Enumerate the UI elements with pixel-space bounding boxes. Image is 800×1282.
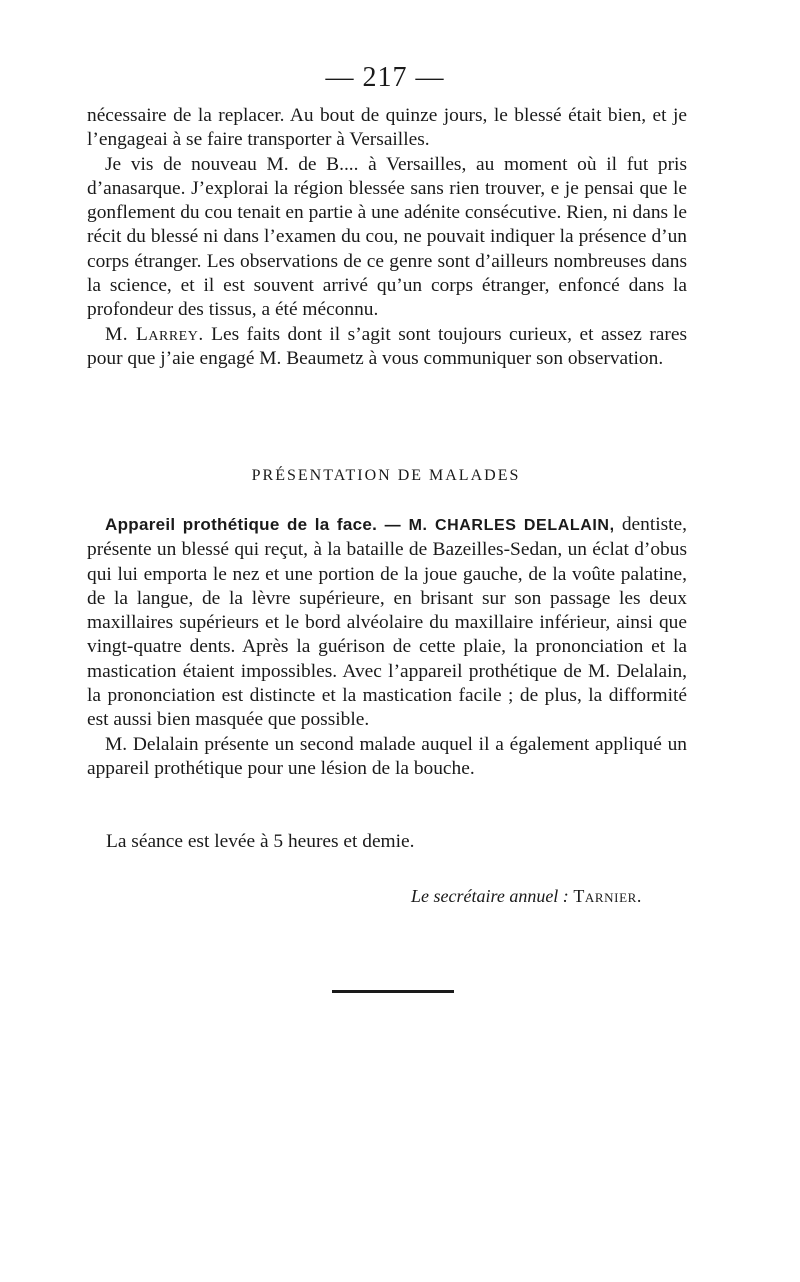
continuation-text bbox=[87, 104, 687, 371]
paragraph-body: dentiste, présente un blessé qui reçut, à la bataille de Bazeilles-Sedan, un éclat d’obus qui lui emporta le nez et une portion de la joue gauche, de la voûte palatine, de la langue, de la lèvre supérieure, en brisant sur son passage les deux maxillaires supérieurs et le bord alvéolaire du maxillaire inférieur, ainsi que vingt-quatre dents. Après la guérison de cette plaie, la prononciation et la mastication étaient impossibles. Avec l’appareil prothétique de M. Delalain, la prononciation est distincte et la mastication facile ; de plus, la difformité est aussi bien masquée que possible. bbox=[87, 514, 688, 731]
run-in-title: Appareil prothétique de la face. bbox=[105, 515, 378, 534]
speaker-text: Les faits dont il s’agit sont toujours curieux, et assez rares pour que j’aie engagé M. Beaumetz à vous communiquer son observation. bbox=[87, 323, 687, 369]
run-in-author: M. CHARLES DELALAIN, bbox=[408, 517, 615, 534]
paragraph bbox=[87, 323, 687, 372]
paragraph: Je vis de nouveau M. de B.... à Versailles, au moment où il fut pris d’anasarque. J’explorai la région blessée sans rien trouver, e je pensai que le gonflement du cou tenait en partie à une adénite consécutive. Rien, ni dans le récit du blessé ni dans l’examen du cou, ne pouvait indiquer la présence d’un corps étranger. Les observations de ce genre sont d’ailleurs nombreuses dans la science, et il est souvent arrivé qu’un corps étranger, enfoncé dans la profondeur des tissus, a été méconnu. bbox=[87, 153, 687, 321]
paragraph: M. Delalain présente un second malade auquel il a également appliqué un appareil prothétique pour une lésion de la bouche. bbox=[87, 733, 687, 779]
paragraph: nécessaire de la replacer. Au bout de quinze jours, le blessé était bien, et je l’engageai à se faire transporter à Versailles. bbox=[87, 105, 687, 151]
page-number: — 217 — bbox=[325, 62, 445, 93]
section-heading: PRÉSENTATION DE MALADES bbox=[251, 467, 521, 484]
end-rule bbox=[332, 990, 454, 993]
closing-line: La séance est levée à 5 heures et demie. bbox=[106, 831, 415, 852]
signature-name: Tarnier. bbox=[573, 886, 642, 906]
run-in-separator: — bbox=[377, 517, 409, 534]
speaker-name: M. Larrey. bbox=[105, 323, 204, 345]
paragraph bbox=[87, 513, 687, 733]
signature bbox=[0, 886, 642, 907]
signature-label: Le secrétaire annuel : bbox=[411, 886, 569, 906]
presentation-text bbox=[87, 513, 687, 781]
